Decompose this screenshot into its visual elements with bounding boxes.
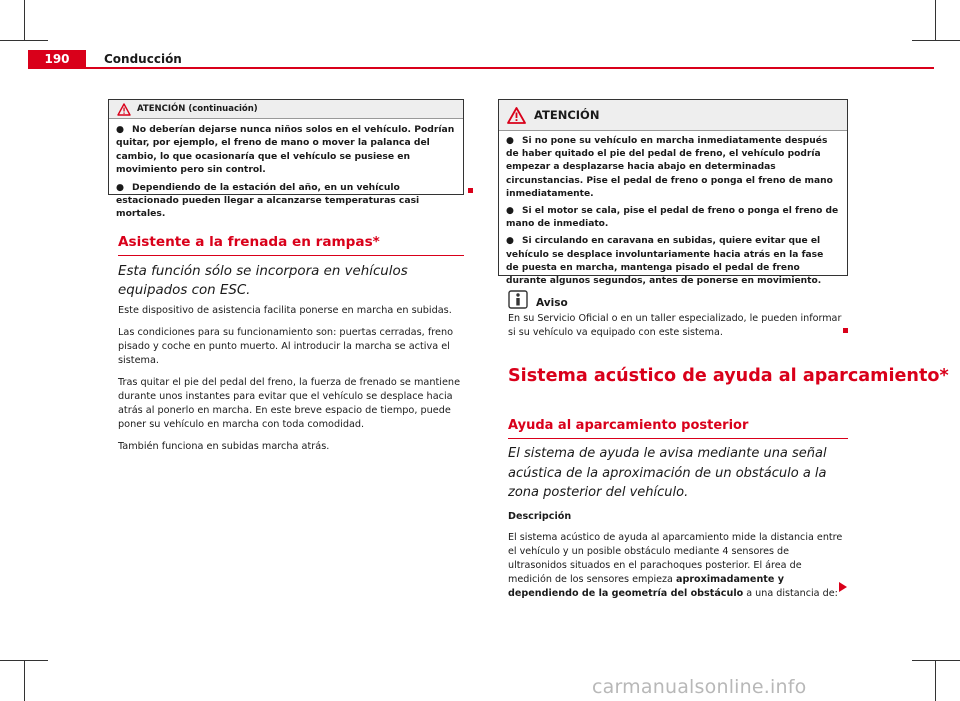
section-heading: Sistema acústico de ayuda al aparcamiento* <box>508 366 949 386</box>
note-title: Aviso <box>536 297 568 309</box>
header-rule <box>28 67 934 69</box>
bullet-icon: ● <box>116 181 125 193</box>
note-header <box>508 290 844 309</box>
warning-box-continued <box>108 99 464 220</box>
list-item-text: Dependiendo de la estación del año, en un vehículo estacionado pueden llegar a alcanzarse temperaturas casi mortales. <box>116 181 420 220</box>
warning-box-title: ATENCIÓN <box>534 108 600 122</box>
crop-mark <box>24 0 25 40</box>
paragraph: Este dispositivo de asistencia facilita ponerse en marcha en subidas. <box>118 305 452 316</box>
paragraph-text: a una distancia de: <box>743 588 838 599</box>
section-heading: Asistente a la frenada en rampas* <box>118 234 380 250</box>
end-marker-icon <box>468 188 473 193</box>
section-rule <box>118 255 464 256</box>
section-rule <box>508 438 848 439</box>
bullet-icon: ● <box>506 206 514 217</box>
chapter-title: Conducción <box>104 52 182 66</box>
watermark: carmanualsonline.info <box>592 676 807 698</box>
crop-mark <box>0 40 48 41</box>
info-note-icon <box>508 290 528 309</box>
warning-box-title: ATENCIÓN (continuación) <box>137 104 258 114</box>
crop-mark <box>912 660 960 661</box>
warning-box-header <box>109 100 463 119</box>
subsection-heading: Ayuda al aparcamiento posterior <box>508 418 749 433</box>
section-lead: Esta función sólo se incorpora en vehículos equipados con ESC. <box>118 264 408 298</box>
paragraph: También funciona en subidas marcha atrás. <box>118 441 330 452</box>
list-item-text: No deberían dejarse nunca niños solos en el vehículo. Podrían quitar, por ejemplo, el freno de mano o mover la palanca del cambio, lo que ocasionaría que el vehículo se pusiese en movimiento pero sin control. <box>116 124 455 176</box>
paragraph <box>508 531 844 601</box>
list-item <box>116 123 455 177</box>
crop-mark <box>935 660 936 701</box>
continue-arrow-icon <box>839 582 847 592</box>
list-item <box>116 181 455 221</box>
bullet-icon: ● <box>116 124 125 135</box>
list-item-text: Si circulando en caravana en subidas, quiere evitar que el vehículo se desplace involuntariamente hacia atrás en la fase de puesta en marcha, mantenga pisado el pedal de freno durante algunos segundos, antes de ponerse en movimiento. <box>506 236 824 287</box>
bullet-icon: ● <box>506 236 514 247</box>
left-body <box>118 304 464 460</box>
warning-box-body <box>499 131 847 298</box>
section-lead: El sistema de ayuda le avisa mediante una señal acústica de la aproximación de un obstáculo a la zona posterior del vehículo. <box>508 446 827 500</box>
warning-triangle-icon <box>507 107 526 124</box>
warning-box-body <box>109 119 463 231</box>
list-item <box>506 205 839 231</box>
paragraph: Las condiciones para su funcionamiento son: puertas cerradas, freno pisado y coche en punto muerto. Al introducir la marcha se activa el sistema. <box>118 327 454 366</box>
list-item <box>506 235 839 288</box>
end-marker-icon <box>843 328 848 333</box>
list-item-text: Si el motor se cala, pise el pedal de freno o ponga el freno de mano de inmediato. <box>506 206 839 230</box>
warning-box <box>498 99 848 287</box>
right-body <box>508 510 844 607</box>
crop-mark <box>912 40 960 41</box>
list-item <box>506 135 839 201</box>
page-number: 190 <box>28 50 86 68</box>
crop-mark <box>935 0 936 40</box>
paragraph-label: Descripción <box>508 511 572 522</box>
crop-mark <box>24 660 25 701</box>
paragraph-bold-text: aproximadamente y dependiendo de la geometría del obstáculo <box>508 574 784 599</box>
list-item-text: Si no pone su vehículo en marcha inmediatamente después de haber quitado el pie del pedal de freno, el vehículo podría empezar a desplazarse hacia abajo en determinadas circunstancias. Pise el pedal de freno o ponga el freno de mano inmediatamente. <box>506 136 833 199</box>
bullet-icon: ● <box>506 136 514 146</box>
note-text: En su Servicio Oficial o en un taller especializado, le pueden informar si su vehículo va equipado con este sistema. <box>508 313 842 338</box>
note <box>508 290 844 340</box>
paragraph: Tras quitar el pie del pedal del freno, la fuerza de frenado se mantiene durante unos instantes para evitar que el vehículo se desplace hacia atrás al ponerlo en marcha. En este breve espacio de tiempo, puede poner su vehículo en marcha con toda comodidad. <box>118 377 461 430</box>
paragraph-text: El sistema acústico de ayuda al aparcamiento mide la distancia entre el vehículo y un posible obstáculo mediante 4 sensores de ultrasonidos situados en el parachoques posterior. El área de medición de los sensores empieza <box>508 532 843 585</box>
warning-box-header <box>499 100 847 131</box>
warning-triangle-icon <box>117 103 131 116</box>
